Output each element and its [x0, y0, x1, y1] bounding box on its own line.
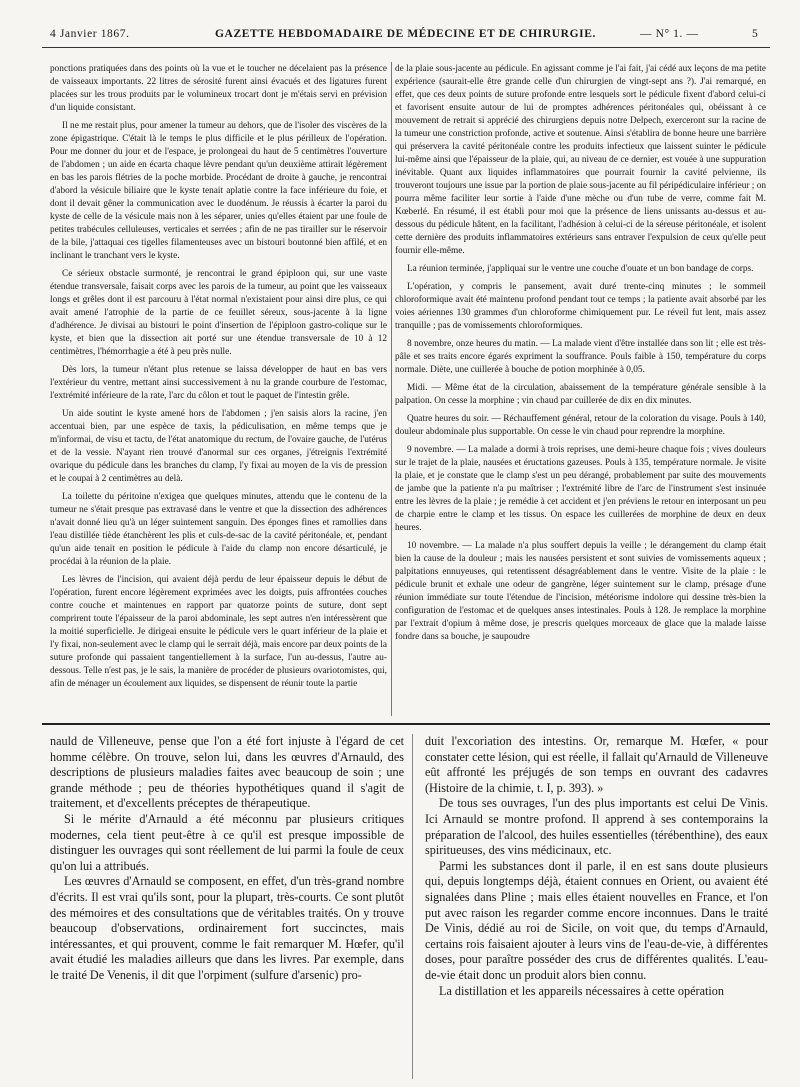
paragraph: duit l'excoriation des intestins. Or, remarque M. Hœfer, « pour constater cette lésion, qui est réelle, il fallait qu'Arnauld de Villeneuve eût affronté les préjugés de son temps en ouvrant des cadavres (Histoire de la chimie, t. I, p. 393). »: [425, 734, 768, 795]
page-number: 5: [752, 28, 759, 40]
feuilleton-rule: [42, 723, 770, 725]
page-header: [40, 28, 766, 46]
paragraph: Midi. — Même état de la circulation, abaissement de la température générale sensible à la palpation. On cesse la morphine ; vin chaud par cuillerée de dix en dix minutes.: [395, 383, 766, 406]
paragraph: L'opération, y compris le pansement, avait duré trente-cinq minutes ; le sommeil chloroformique avait été maintenu profond pendant tout ce temps ; la patiente avait absorbé par les voies aériennes 130 grammes d'un chloroforme chimiquement pur. Le réveil fut lent, mais assez tranquille ; pas de vomissements chloroformiques.: [395, 282, 766, 331]
paragraph: La toilette du péritoine n'exigea que quelques minutes, attendu que le contenu de la tumeur ne s'était presque pas extravasé dans le ventre et que la dissection des adhérences n'avait donné lieu qu'à un léger suintement sanguin. Des éponges fines et ramollies dans l'eau distillée tiède étanchèrent les plis et culs-de-sac de la cavité péritonéale, et, pendant qu'un aide tenait en position le pédicule à l'aide du clamp non encore désarticulé, je procédai à la réunion de la plaie.: [50, 492, 387, 567]
header-rule: [42, 47, 770, 48]
paragraph: De tous ses ouvrages, l'un des plus importants est celui De Vinis. Ici Arnauld se montre profond. Il apprend à ses contemporains la préparation de l'alcool, des huiles essentielles (térébenthine), des eaux spiritueuses, des vins médicinaux, etc.: [425, 796, 768, 858]
feuilleton-divider: [412, 734, 413, 1079]
paragraph: Un aide soutint le kyste amené hors de l'abdomen ; j'en saisis alors la racine, j'en accentuai bien, par une espèce de taxis, la pédiculisation, en même temps que je m'informai, de visu et tactu, de l'état anatomique du rectum, de l'ovaire gauche, de l'utérus et de la vessie. N'ayant rien trouvé d'anormal sur ces organes, j'étreignis l'extrémité ovarique du pédicule dans les branches du clamp, l'y fixai au moyen de la vis de pression et le coupai à 2 centimètres au delà.: [50, 409, 387, 484]
feuilleton-column-left: [50, 734, 404, 1079]
paragraph: Quatre heures du soir. — Réchauffement général, retour de la coloration du visage. Pouls à 140, douleur abdominale plus supportable. On cesse le vin chaud pour reprendre la morphine.: [395, 414, 766, 437]
paragraph: 10 novembre. — La malade n'a plus souffert depuis la veille ; le dérangement du clamp était bien la cause de la douleur ; mais les nausées persistent et sont suivies de vomissements aqueux ; palpitations ennuyeuses, qui retentissent désagréablement dans le ventre. Visite de la plaie : le pédicule brunit et exhale une odeur de gangrène, léger suintement sur le clamp, présage d'une réunion immédiate sur toute l'étendue de l'incision, météorisme indolore qui dessine très-bien la configuration de l'estomac et de quelques anses intestinales. Pouls à 128. Je remplace la morphine par l'extrait d'opium à même dose, je prescris quelques morceaux de glace que la malade laisse fondre dans sa bouche, je saupoudre: [395, 541, 766, 642]
article-column-right: [395, 63, 766, 715]
paragraph: 8 novembre, onze heures du matin. — La malade vient d'être installée dans son lit ; elle est très-pâle et ses traits encore égarés expriment la souffrance. Pouls faible à 150, température du corps normale. Diète, une cuillerée à bouche de potion morphinée à 0,05.: [395, 339, 766, 375]
paragraph: Il ne me restait plus, pour amener la tumeur au dehors, que de l'isoler des viscères de la zone épigastrique. C'était là le temps le plus difficile et le plus périlleux de l'opération. Pour me donner du jour et de l'espace, je prolongeai du haut de 5 centimètres l'ouverture de l'abdomen ; un aide en écarta chaque lèvre pendant qu'un deuxième attirait légèrement en bas les parois flétries de la poche morbide. Procédant de droite à gauche, je rencontrai d'abord la vésicule biliaire que le kyste tenait aplatie contre la face inférieure du foie, et dont il devait gêner la communication avec le duodénum. Je réussis à écarter la paroi du kyste de celle de la vésicule mais non à les séparer, unies qu'elles étaient par une foule de petites trabécules celluleuses, verticales et serrées ; afin de ne pas tirailler sur le réservoir de la bile, j'attaquai ces tigelles filamenteuses avec un bistouri boutonné bien affilé, et en inclinant le tranchant vers le kyste.: [50, 121, 387, 261]
paragraph: Si le mérite d'Arnauld a été méconnu par plusieurs critiques modernes, cela tient peut-être à ce qu'il est presque impossible de distinguer les ouvrages qui sont réellement de lui parmi la foule de ceux qu'on lui a attribués.: [50, 811, 404, 873]
issue-number: — N° 1. —: [640, 28, 699, 40]
paragraph: ponctions pratiquées dans des points où la vue et le toucher ne décelaient pas la présence de vaisseaux importants. 22 litres de sérosité furent ainsi évacués et des ligatures furent placées sur les trous produits par le volumineux trocart dont je m'étais servi en prévision d'un liquide consistant.: [50, 64, 387, 113]
paragraph: de la plaie sous-jacente au pédicule. En agissant comme je l'ai fait, j'ai cédé aux leçons de ma petite expérience (saurait-elle être grande celle d'un chirurgien de vingt-sept ans ?). J'ai remarqué, en effet, que ces deux points de suture profonde entre lesquels sort le pédicule fixent d'abord celui-ci et favorisent ensuite autour de lui de promptes adhérences péritonéales qui, obéissant à ce mouvement de retrait si apprécié des chirurgiens depuis notre Delpech, exerceront sur la racine de la tumeur une constriction profonde, active et soutenue. Ainsi s'établira de bonne heure une barrière qui préservera la cavité péritonéale contre les produits infectieux que laissent suinter le pédicule lui-même ainsi que l'épaisseur de la plaie, qui, au niveau de ce dernier, est vouée à une suppuration inévitable. Quant aux liquides inflammatoires que pourrait fournir la cavité pelvienne, ils trouveront toujours une issue par la portion de plaie sous-jacente au fil péripédiculaire inférieur ; on pourra même faciliter leur sortie à l'aide d'une mèche ou d'un tube de verre, comme fait M. Kœberlé. En résumé, il est établi pour moi que la présence de liens unissants au-dessus et au-dessous du pédicule hâtent, en la facilitant, l'adhésion à celui-ci de la séreuse péritonéale, et isolent cette dernière des produits inflammatoires extérieurs sans entraver l'expulsion de ceux qu'elle peut fournir elle-même.: [395, 64, 766, 256]
article-column-left: [50, 63, 387, 715]
paragraph: nauld de Villeneuve, pense que l'on a été fort injuste à l'égard de cet homme célèbre. On trouve, selon lui, dans les œuvres d'Arnauld, des descriptions de plusieurs maladies faites avec beaucoup de soin ; une grande méthode ; peu de théories hypothétiques quand il s'agit de traitement, et d'excellents préceptes de thérapeutique.: [50, 734, 404, 811]
paragraph: Ce sérieux obstacle surmonté, je rencontrai le grand épiploon qui, sur une vaste étendue transversale, faisait corps avec les parois de la tumeur, au point que les vaisseaux longs et grêles dont il est parcouru à l'état normal n'existaient pour ainsi dire plus, ce qui avait amené l'atrophie de la partie de ce feuillet séreux, sous-jacente à la ligne d'adhérence. Je divisai au bistouri le point d'insertion de l'épiploon gastro-colique sur le kyste, et bien que la dissection ait porté sur une étendue transversale de 10 à 12 centimètres, l'hémorrhagie a été à peu près nulle.: [50, 269, 387, 357]
paragraph: Les œuvres d'Arnauld se composent, en effet, d'un très-grand nombre d'écrits. Il est vrai qu'ils sont, pour la plupart, très-courts. Ce sont plutôt des mémoires et des consultations que de véritables traités. On y trouve beaucoup d'observations, ordinairement fort succinctes, mais intéressantes, et qui prouvent, comme le fait remarquer M. Hœfer, qu'il avait étudié les maladies ailleurs que dans les livres. Par exemple, dans le traité De Venenis, il dit que l'orpiment (sulfure d'arsenic) pro-: [50, 874, 404, 982]
column-divider: [391, 62, 392, 716]
paragraph: La réunion terminée, j'appliquai sur le ventre une couche d'ouate et un bon bandage de corps.: [407, 264, 754, 274]
paragraph: Les lèvres de l'incision, qui avaient déjà perdu de leur épaisseur depuis le début de l'opération, furent encore légèrement exprimées avec les doigts, puis affrontées couches contre couche et maintenues en rapport par quatorze points de suture, dont sept comprirent toute l'épaisseur de la paroi abdominale, les sept autres n'en intéressèrent que la moitié superficielle. Je dirigeai ensuite le pédicule vers le quart inférieur de la plaie et l'y fixai, non-seulement avec le clamp qui le serrait déjà, mais encore par deux points de la suture profonde qui passaient tangentiellement à la surface, l'un au-dessus, l'autre au-dessous. Telle n'est pas, je le sais, la manière de procéder de plusieurs ovariotomistes, qui, afin de ménager un écoulement aux liquides, se dispensent de réunir toute la partie: [50, 575, 387, 689]
feuilleton-column-right: [425, 734, 768, 1079]
issue-date: 4 Janvier 1867.: [50, 28, 130, 40]
paragraph: 9 novembre. — La malade a dormi à trois reprises, une demi-heure chaque fois ; vives douleurs sur le trajet de la plaie, nausées et éructations gazeuses. Pouls à 135, température normale. Je visite la plaie, et je constate que le clamp s'est un peu dérangé, probablement par suite des mouvements de jambe que la patiente n'a pu maîtriser ; l'extrémité libre de l'arc de l'instrument s'est insinuée entre les lèvres de la plaie ; je remédie à cet accident et j'en préviens le retour en interposant un peu de charpie entre le clamp et les tissus. On espace les cuillerées de morphine de deux en deux heures.: [395, 445, 766, 533]
paragraph: Dès lors, la tumeur n'étant plus retenue se laissa développer de haut en bas vers l'extérieur du ventre, mettant ainsi successivement à nu la grande courbure de l'estomac, l'extrémité inférieure de la rate, l'arc du côlon et tout le paquet de l'intestin grêle.: [50, 365, 387, 401]
paragraph: Parmi les substances dont il parle, il en est sans doute plusieurs qui, depuis longtemps déjà, étaient connues en Orient, ou avaient été signalées dans Pline ; mais elles étaient nouvelles en France, et l'on put avec raison les regarder comme encore inconnues. Dans le traité De Vinis, dédié au roi de Sicile, on voit que, du temps d'Arnauld, certains rois faisaient ajouter à leurs vins de l'eau-de-vie, à différentes doses, pour paraître posséder des crus de différentes qualités. L'eau-de-vie était donc un produit alors bien connu.: [425, 858, 768, 982]
journal-title: GAZETTE HEBDOMADAIRE DE MÉDECINE ET DE CHIRURGIE.: [215, 28, 596, 40]
paragraph: La distillation et les appareils nécessaires à cette opération: [439, 983, 724, 998]
